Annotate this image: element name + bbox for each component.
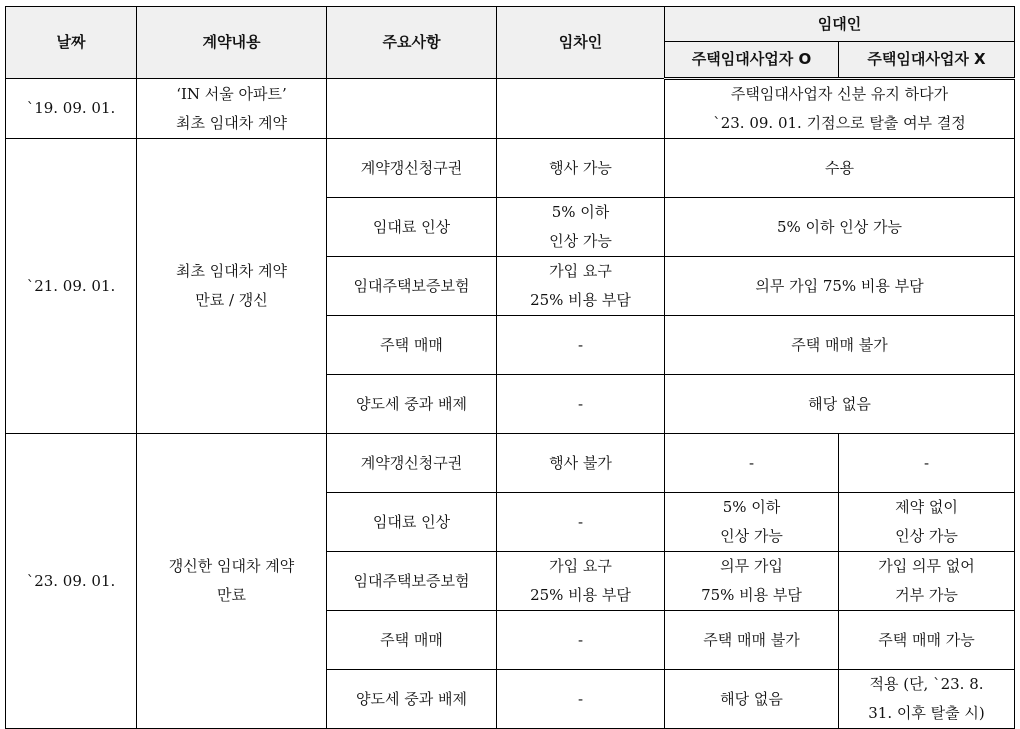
landlord-line: 해당 없음 <box>720 689 783 708</box>
date-cell: `21. 09. 01. <box>6 139 137 434</box>
key-item-cell: 임대주택보증보험 <box>327 552 497 611</box>
contract-cell <box>137 434 327 729</box>
landlord-line: 31. 이후 탈출 시) <box>868 704 985 722</box>
landlord-line: 제약 없이 <box>895 498 958 516</box>
contract-line: 갱신한 임대차 계약 <box>168 557 295 575</box>
landlord-line: 가입 의무 없어 <box>878 557 975 575</box>
tenant-line: - <box>577 394 584 413</box>
tenant-cell <box>497 198 665 257</box>
key-item-cell: 주택 매매 <box>327 611 497 670</box>
key-item-cell: 임대주택보증보험 <box>327 257 497 316</box>
landlord-line: 75% 비용 부담 <box>701 586 802 604</box>
tenant-cell <box>497 139 665 198</box>
landlord-cell <box>665 375 1015 434</box>
key-item-cell: 양도세 중과 배제 <box>327 670 497 729</box>
landlord-registered-cell <box>665 493 839 552</box>
landlord-cell <box>665 257 1015 316</box>
key-item-cell: 계약갱신청구권 <box>327 139 497 198</box>
header-landlord: 임대인 <box>665 7 1015 42</box>
tenant-cell <box>497 670 665 729</box>
landlord-line: 주택 매매 가능 <box>878 630 975 649</box>
tenant-line: 행사 불가 <box>549 453 612 472</box>
contract-line: 만료 / 갱신 <box>195 291 268 309</box>
landlord-line: 거부 가능 <box>895 586 958 604</box>
tenant-cell <box>497 375 665 434</box>
date-cell: `23. 09. 01. <box>6 434 137 729</box>
key-item-cell: 양도세 중과 배제 <box>327 375 497 434</box>
tenant-line: 5% 이하 <box>551 203 610 221</box>
landlord-line: `23. 09. 01. 기점으로 탈출 여부 결정 <box>713 114 966 132</box>
tenant-line: - <box>577 630 584 649</box>
landlord-line: 주택 매매 불가 <box>791 335 888 354</box>
landlord-line: 해당 없음 <box>808 394 871 413</box>
header-contract: 계약내용 <box>137 7 327 79</box>
table-row <box>6 139 1015 198</box>
landlord-line: 주택 매매 불가 <box>703 630 800 649</box>
landlord-registered-cell <box>665 552 839 611</box>
contract-line: 만료 <box>217 586 246 604</box>
landlord-cell <box>665 198 1015 257</box>
key-item-cell: 주택 매매 <box>327 316 497 375</box>
key-item-cell <box>327 79 497 139</box>
table-row <box>6 79 1015 139</box>
contract-cell <box>137 139 327 434</box>
tenant-cell <box>497 611 665 670</box>
tenant-line: 인상 가능 <box>549 232 612 250</box>
tenant-line: - <box>577 335 584 354</box>
contract-line: ‘IN 서울 아파트’ <box>176 84 287 103</box>
landlord-line: - <box>748 453 755 472</box>
tenant-line: - <box>577 689 584 708</box>
landlord-unregistered-cell <box>839 670 1015 729</box>
tenant-cell <box>497 434 665 493</box>
tenant-cell <box>497 316 665 375</box>
header-tenant: 임차인 <box>497 7 665 79</box>
landlord-line: 5% 이하 인상 가능 <box>776 217 903 236</box>
landlord-registered-cell <box>665 670 839 729</box>
tenant-line: 25% 비용 부담 <box>530 291 631 309</box>
landlord-unregistered-cell <box>839 493 1015 552</box>
landlord-unregistered-cell <box>839 434 1015 493</box>
tenant-cell <box>497 79 665 139</box>
tenant-line: 행사 가능 <box>549 158 612 177</box>
landlord-line: 주택임대사업자 신분 유지 하다가 <box>730 85 949 103</box>
key-item-cell: 임대료 인상 <box>327 493 497 552</box>
contract-line: 최초 임대차 계약 <box>176 113 287 132</box>
landlord-cell <box>665 139 1015 198</box>
header-date: 날짜 <box>6 7 137 79</box>
landlord-line: 적용 (단, `23. 8. <box>869 675 984 693</box>
date-cell: `19. 09. 01. <box>6 79 137 139</box>
contract-line: 최초 임대차 계약 <box>176 262 287 280</box>
landlord-registered-cell <box>665 434 839 493</box>
tenant-line: 25% 비용 부담 <box>530 586 631 604</box>
landlord-registered-cell <box>665 611 839 670</box>
landlord-line: 5% 이하 <box>722 498 781 516</box>
landlord-line: 인상 가능 <box>895 527 958 545</box>
tenant-cell <box>497 552 665 611</box>
tenant-cell <box>497 493 665 552</box>
tenant-line: 가입 요구 <box>549 262 612 280</box>
table-header <box>6 7 1015 79</box>
landlord-unregistered-cell <box>839 552 1015 611</box>
landlord-line: - <box>923 453 930 472</box>
landlord-cell <box>665 316 1015 375</box>
landlord-line: 의무 가입 <box>720 557 783 575</box>
header-landlord-unregistered: 주택임대사업자 X <box>839 42 1015 79</box>
key-item-cell: 계약갱신청구권 <box>327 434 497 493</box>
table-row <box>6 434 1015 493</box>
tenant-line: 가입 요구 <box>549 557 612 575</box>
key-item-cell: 임대료 인상 <box>327 198 497 257</box>
header-landlord-registered: 주택임대사업자 O <box>665 42 839 79</box>
header-key-items: 주요사항 <box>327 7 497 79</box>
landlord-line: 수용 <box>825 158 854 177</box>
landlord-unregistered-cell <box>839 611 1015 670</box>
contract-cell <box>137 79 327 139</box>
landlord-cell <box>665 79 1015 139</box>
landlord-line: 의무 가입 75% 비용 부담 <box>755 276 924 295</box>
tenant-cell <box>497 257 665 316</box>
landlord-line: 인상 가능 <box>720 527 783 545</box>
tenant-line: - <box>577 512 584 531</box>
lease-comparison-table <box>5 6 1015 729</box>
